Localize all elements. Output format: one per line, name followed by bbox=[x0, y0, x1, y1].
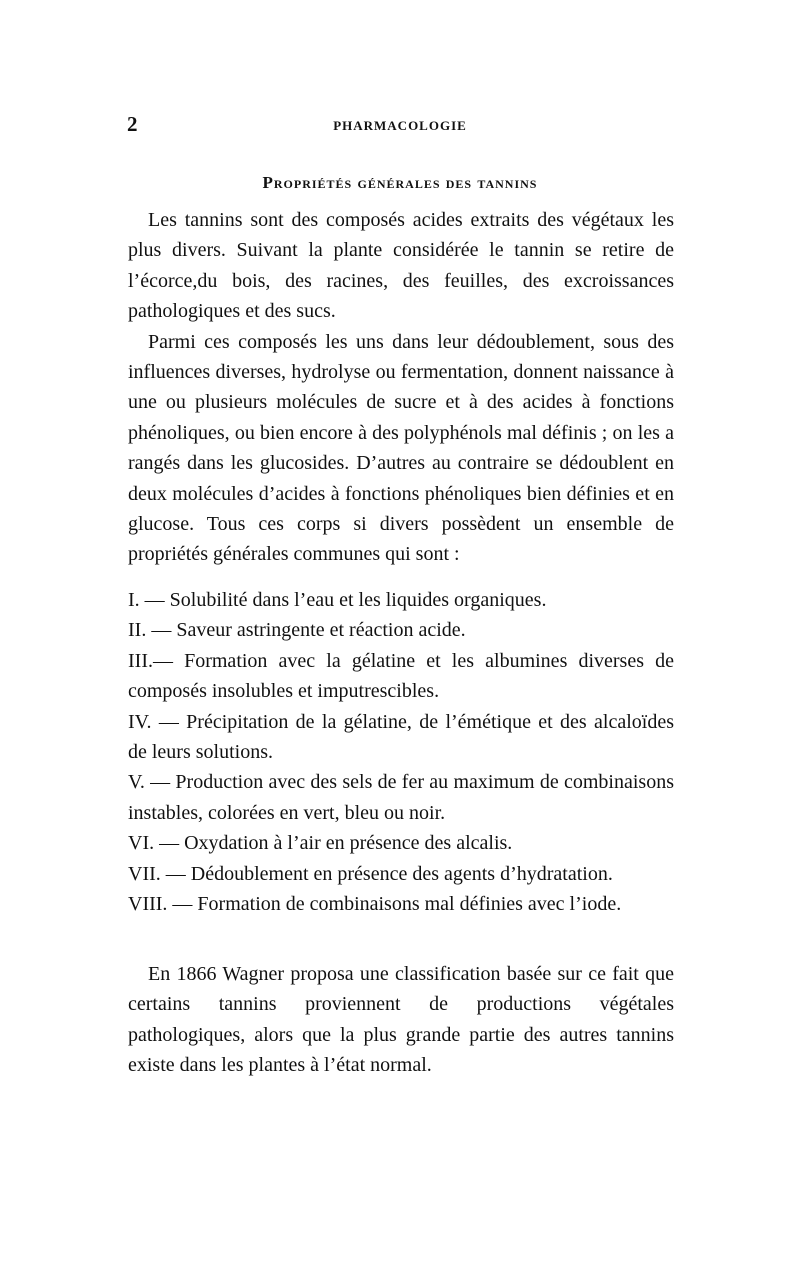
closing-paragraph: En 1866 Wagner proposa une classification basée sur ce fait que certains tannins proviennent de productions végétales pathologiques, alors que la plus grande partie des autres tannins existe dans les plantes à l’état normal. bbox=[128, 963, 674, 1077]
page-header bbox=[127, 112, 673, 142]
property-item: VI. — Oxydation à l’air en présence des alcalis. bbox=[128, 832, 513, 855]
property-item: VII. — Dédoublement en présence des agents d’hydratation. bbox=[128, 862, 613, 885]
paragraph-1: Les tannins sont des composés acides extraits des végétaux les plus divers. Suivant la plante considérée le tannin se retire de l’écorce,du bois, des racines, des feuilles, des excroissances pathologiques et des sucs. bbox=[128, 209, 674, 323]
properties-list bbox=[128, 585, 674, 919]
section-title: Propriétés générales des tannins bbox=[262, 173, 538, 192]
property-item: III.— Formation avec la gélatine et les albumines diverses de composés insolubles et imputrescibles. bbox=[128, 649, 674, 703]
paragraph-2: Parmi ces composés les uns dans leur dédoublement, sous des influences diverses, hydrolyse ou fermentation, donnent naissance à une ou plusieurs molécules de sucre et à des acides à fonctions phénoliques, ou bien encore à des polyphénols mal définis ; on les a rangés dans les glucosides. D’autres au contraire se dédoublent en deux molécules d’acides à fonctions phénoliques bien définies et en glucose. Tous ces corps si divers possèdent un ensemble de propriétés générales communes qui sont : bbox=[128, 330, 674, 566]
property-item: I. — Solubilité dans l’eau et les liquides organiques. bbox=[128, 589, 547, 611]
property-item: VIII. — Formation de combinaisons mal définies avec l’iode. bbox=[128, 893, 622, 916]
property-item: IV. — Précipitation de la gélatine, de l’émétique et des alcaloïdes de leurs solutions. bbox=[128, 710, 674, 764]
page-number: 2 bbox=[127, 112, 138, 136]
closing-paragraph-block bbox=[128, 959, 674, 1081]
property-item: V. — Production avec des sels de fer au maximum de combinaisons instables, colorées en vert, bleu ou noir. bbox=[128, 771, 674, 824]
property-item: II. — Saveur astringente et réaction acide. bbox=[128, 619, 466, 642]
intro-paragraphs bbox=[128, 205, 674, 570]
running-title: PHARMACOLOGIE bbox=[333, 118, 467, 133]
